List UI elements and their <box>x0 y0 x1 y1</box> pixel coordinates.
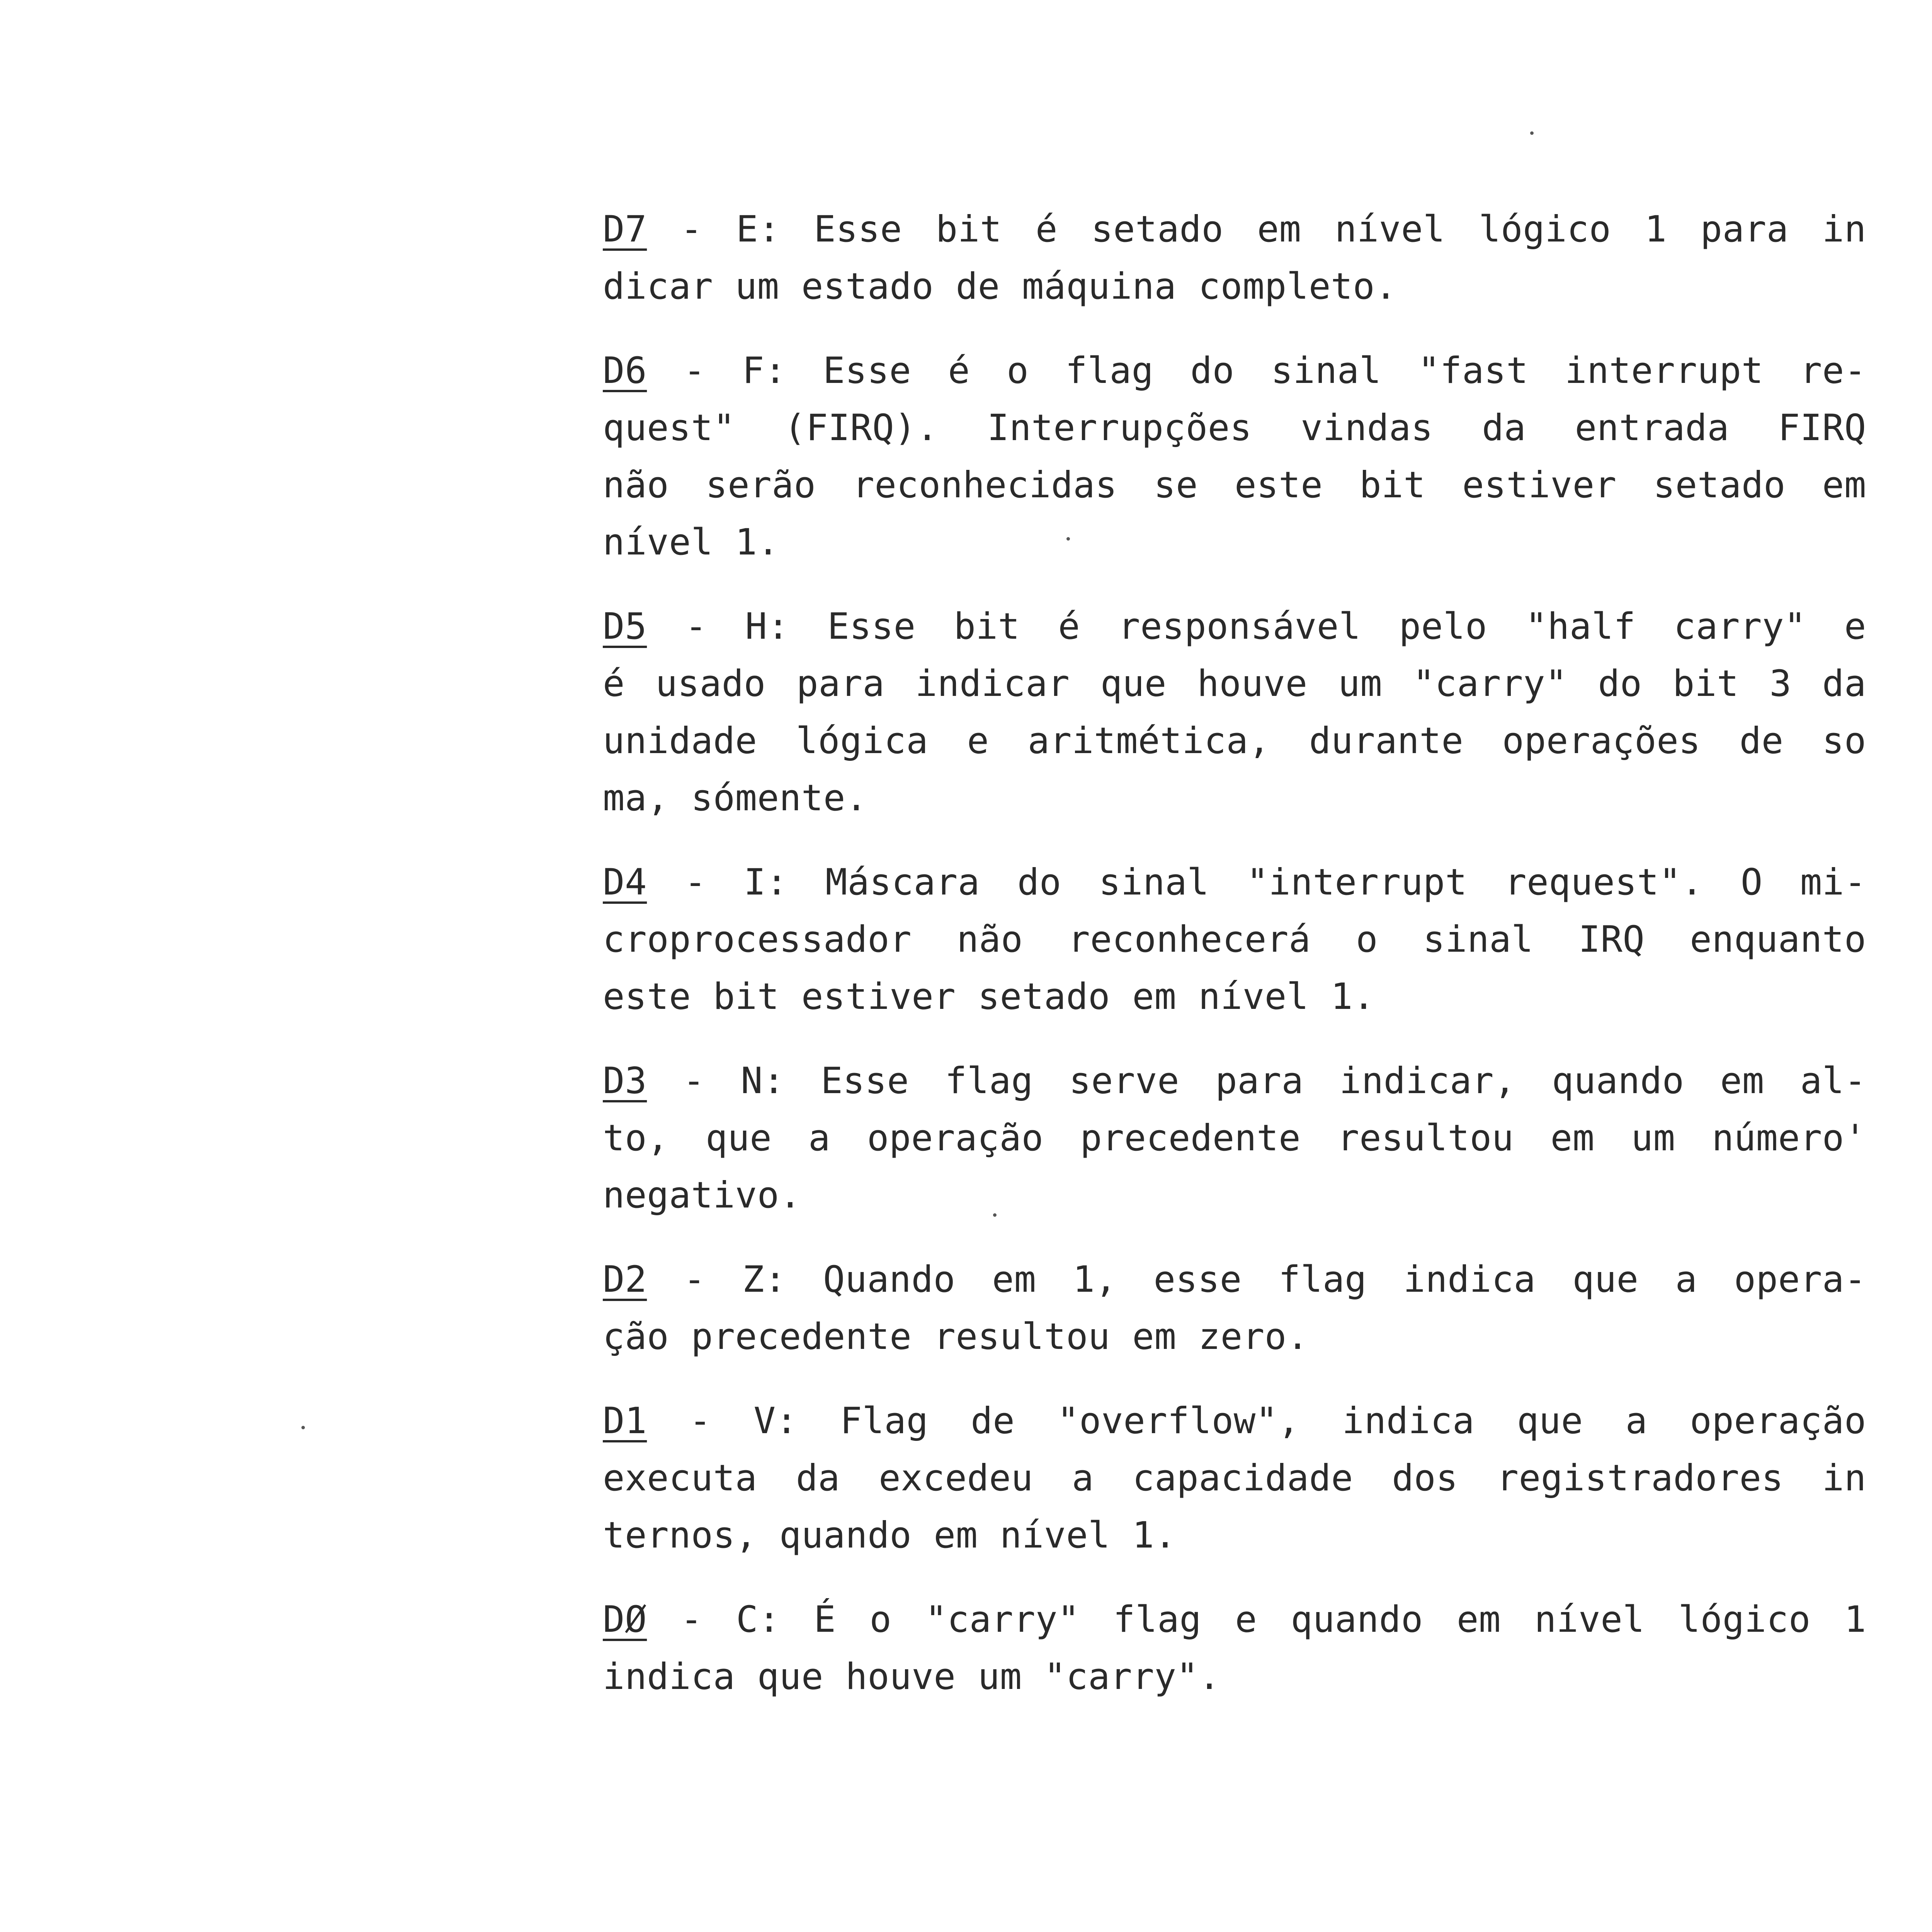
entry-line: indica que houve um "carry". <box>603 1656 1221 1698</box>
scan-speck <box>993 1213 997 1217</box>
scan-speck <box>301 1426 305 1429</box>
entry-line: to, que a operação precedente resultou em um número' <box>603 1117 1866 1159</box>
flag-entry-d1 <box>603 1393 1866 1564</box>
entry-line: D1 - V: Flag de "overflow", indica que a operação <box>603 1400 1866 1442</box>
entry-line: dicar um estado de máquina completo. <box>603 265 1397 308</box>
entry-line: é usado para indicar que houve um "carry" do bit 3 da <box>603 663 1866 705</box>
entry-line: D5 - H: Esse bit é responsável pelo "half carry" e <box>603 605 1866 648</box>
entry-line: ternos, quando em nível 1. <box>603 1514 1177 1556</box>
flag-entry-d6 <box>603 342 1866 571</box>
entry-line: D4 - I: Máscara do sinal "interrupt request". O mi- <box>603 861 1866 903</box>
flag-entry-d5 <box>603 598 1866 827</box>
entry-line: este bit estiver setado em nível 1. <box>603 976 1375 1018</box>
entry-line: ma, sómente. <box>603 777 868 819</box>
flag-entry-d3 <box>603 1053 1866 1224</box>
flag-code: D3 <box>603 1060 647 1102</box>
entry-line: DØ - C: É o "carry" flag e quando em nível lógico 1 <box>603 1599 1866 1641</box>
flag-code: D4 <box>603 861 647 903</box>
flag-code: D7 <box>603 208 647 250</box>
entry-line: D7 - E: Esse bit é setado em nível lógico 1 para in <box>603 208 1866 250</box>
entry-line: nível 1. <box>603 521 779 563</box>
entry-line: quest" (FIRQ). Interrupções vindas da entrada FIRQ <box>603 407 1866 449</box>
scan-speck <box>1066 537 1070 541</box>
flag-entry-d4 <box>603 854 1866 1026</box>
entry-line: não serão reconhecidas se este bit estiver setado em <box>603 464 1866 506</box>
flag-entry-d0 <box>603 1591 1866 1706</box>
flag-code: D2 <box>603 1259 647 1301</box>
entry-line: D6 - F: Esse é o flag do sinal "fast interrupt re- <box>603 350 1866 392</box>
entry-line: D3 - N: Esse flag serve para indicar, quando em al- <box>603 1060 1866 1102</box>
scan-speck <box>1530 131 1534 135</box>
flag-entry-d7 <box>603 201 1866 315</box>
flag-entry-d2 <box>603 1251 1866 1366</box>
entry-line: D2 - Z: Quando em 1, esse flag indica que a opera- <box>603 1259 1866 1301</box>
entry-line: unidade lógica e aritmética, durante operações de so <box>603 720 1866 762</box>
flag-code: D1 <box>603 1400 647 1442</box>
entry-line: croprocessador não reconhecerá o sinal IRQ enquanto <box>603 918 1866 961</box>
entry-line: negativo. <box>603 1174 801 1216</box>
entry-line: executa da excedeu a capacidade dos registradores in <box>603 1457 1866 1499</box>
entry-line: ção precedente resultou em zero. <box>603 1316 1309 1358</box>
flag-code: DØ <box>603 1599 647 1641</box>
status-register-flag-descriptions <box>603 201 1866 1733</box>
flag-code: D6 <box>603 350 647 392</box>
flag-code: D5 <box>603 605 647 648</box>
